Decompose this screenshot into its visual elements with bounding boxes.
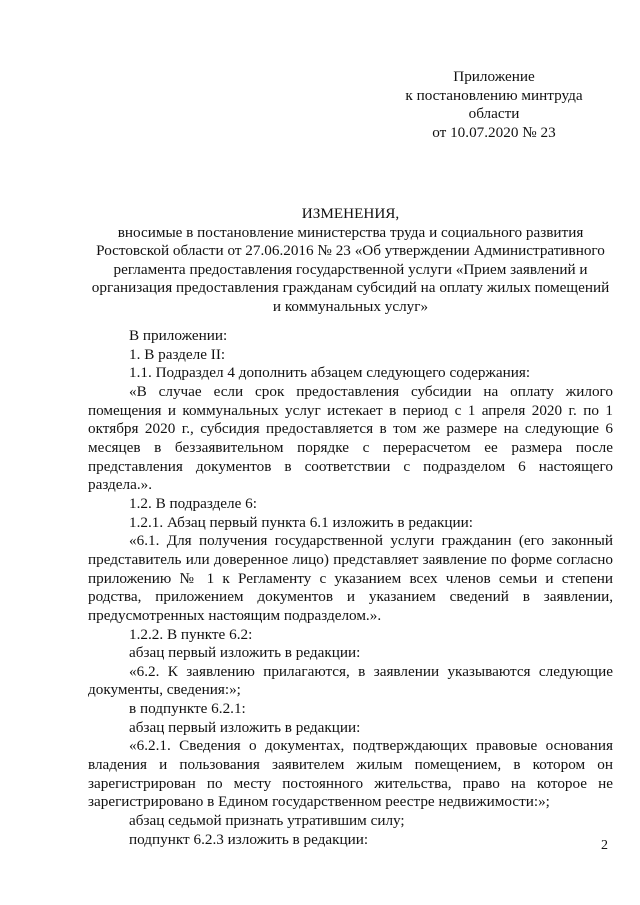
body-paragraph: «6.1. Для получения государственной услуги гражданин (его законный представитель или доверенное лицо) представляет заявление по форме согласно приложению № 1 к Регламенту с указанием всех членов семьи и степени родства, приложением документов и указанием сведений в заявлении, предусмотренных настоящим подразделом.». (88, 532, 613, 624)
appendix-line-3: области (468, 105, 520, 122)
body-paragraph: «В случае если срок предоставления субсидии на оплату жилого помещения и коммунальных услуг истекает в период с 1 апреля 2020 г. по 1 октября 2020 г., субсидия предоставляется в том же размере на следующие 6 месяцев в беззаявительном порядке с перерасчетом ее размера после представления документов в соответствии с подразделом 6 настоящего раздела.». (88, 382, 613, 494)
body-paragraph: абзац первый изложить в редакции: (129, 644, 361, 662)
document-title-block (88, 205, 613, 317)
document-body (88, 327, 613, 849)
body-paragraph: 1. В разделе II: (129, 345, 226, 363)
page-number: 2 (601, 838, 608, 853)
appendix-line-2: к постановлению минтруда (405, 86, 583, 104)
body-paragraph: «6.2.1. Сведения о документах, подтверждающих правовые основания владения и пользования заявителем жилым помещением, в котором он зарегистрирован по месту постоянного жительства, право на которое не зарегистрировано в Едином государственном реестре недвижимости:»; (88, 737, 613, 811)
body-paragraph: подпункт 6.2.3 изложить в редакции: (129, 830, 369, 848)
body-paragraph: 1.2. В подразделе 6: (129, 494, 257, 512)
body-paragraph: В приложении: (129, 327, 228, 344)
body-paragraph: абзац первый изложить в редакции: (129, 718, 361, 736)
body-paragraph: 1.1. Подраздел 4 дополнить абзацем следующего содержания: (129, 364, 531, 382)
body-paragraph: 1.2.1. Абзац первый пункта 6.1 изложить в редакции: (129, 513, 473, 531)
document-heading: ИЗМЕНЕНИЯ, (301, 205, 400, 222)
document-subtitle: вносимые в постановление министерства труда и социального развития Ростовской области от 27.06.2016 № 23 «Об утверждении Административного регламента предоставления государственной услуги «Прием заявлений и организация предоставления гражданам субсидий на оплату жилых помещений и коммунальных услуг» (91, 223, 610, 315)
body-paragraph: в подпункте 6.2.1: (129, 700, 246, 718)
body-paragraph: 1.2.2. В пункте 6.2: (129, 625, 253, 643)
body-paragraph: абзац седьмой признать утратившим силу; (129, 812, 405, 830)
appendix-header (380, 68, 608, 142)
appendix-line-4: от 10.07.2020 № 23 (432, 123, 556, 141)
appendix-line-1: Приложение (453, 68, 535, 85)
body-paragraph: «6.2. К заявлению прилагаются, в заявлении указываются следующие документы, сведения:»; (88, 662, 613, 699)
